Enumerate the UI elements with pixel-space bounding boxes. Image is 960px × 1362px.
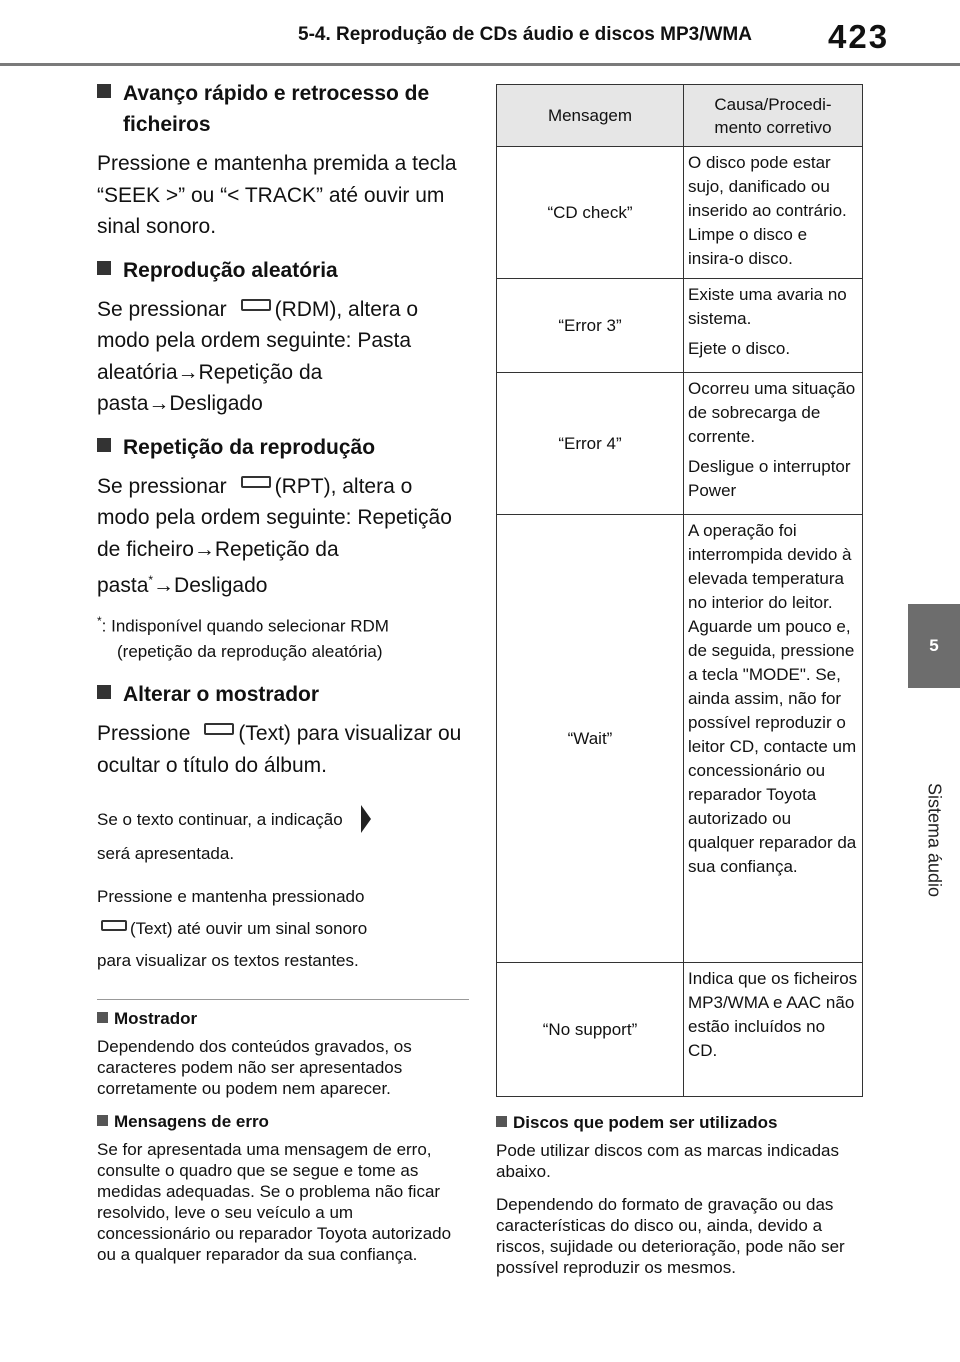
- section-heading-random: Reprodução aleatória: [97, 255, 469, 286]
- subheading-usable-discs: Discos que podem ser utilizados: [496, 1112, 868, 1134]
- text-button-icon: [101, 920, 127, 931]
- section-heading-fast-forward: Avanço rápido e retrocesso de ficheiros: [97, 78, 469, 140]
- table-cell-cause: A operação foi interrompida devido à elevada temperatura no interior do leitor. Aguarde um pouco e, de seguida, pressione a tecla "MODE". Se, ainda assim, não for possível reproduzir o leitor CD, contacte um concessionário ou reparador Toyota autorizado ou qualquer reparador da sua confiança.: [684, 515, 863, 963]
- rdm-button-icon: [241, 299, 271, 311]
- side-tab-label: Sistema áudio: [924, 782, 945, 898]
- table-cell-cause: Indica que os ficheiros MP3/WMA e AAC não estão incluídos no CD.: [684, 963, 863, 1097]
- paragraph-continue-indicator: Se o texto continuar, a indicação será apresentada.: [97, 803, 469, 871]
- rpt-button-icon: [241, 476, 271, 488]
- table-cell-cause: Ocorreu uma situação de sobrecarga de corrente. Desligue o interruptor Power: [684, 373, 863, 515]
- table-header-row: [497, 85, 863, 147]
- paragraph-usable-discs-2: Dependendo do formato de gravação ou das características do disco ou, ainda, devido a riscos, sujidade ou deterioração, pode não ser possível reproduzir os mesmos.: [496, 1195, 845, 1277]
- table-row: [497, 279, 863, 373]
- text-button-icon: [204, 723, 234, 735]
- footnote: *: Indisponível quando selecionar RDM (repetição da reprodução aleatória): [97, 613, 389, 662]
- table-cell-message: “CD check”: [497, 147, 684, 279]
- table-cell-message: “Wait”: [497, 515, 684, 963]
- bullet-square-icon: [496, 1116, 507, 1127]
- table-cell-cause: Existe uma avaria no sistema. Ejete o disco.: [684, 279, 863, 373]
- table-cell-cause: O disco pode estar sujo, danificado ou inserido ao contrário. Limpe o disco e insira-o disco.: [684, 147, 863, 279]
- table-row: [497, 963, 863, 1097]
- table-row: [497, 515, 863, 963]
- section-heading-display: Alterar o mostrador: [97, 679, 469, 710]
- header-section-title: 5-4. Reprodução de CDs áudio e discos MP3/WMA: [298, 24, 752, 45]
- table-row: [497, 147, 863, 279]
- subheading-display: Mostrador: [97, 1008, 469, 1030]
- paragraph-display-note: Dependendo dos conteúdos gravados, os caracteres podem não ser apresentados corretamente ou podem nem aparecer.: [97, 1037, 412, 1099]
- table-cell-message: “Error 4”: [497, 373, 684, 515]
- paragraph-repeat: Se pressionar (RPT), altera o modo pela ordem seguinte: Repetição de ficheiro→Repetição da pasta*→Desligado: [97, 474, 452, 597]
- bullet-square-icon: [97, 84, 111, 98]
- continue-arrow-icon: [361, 805, 371, 833]
- bullet-square-icon: [97, 1115, 108, 1126]
- bullet-square-icon: [97, 685, 111, 699]
- error-message-table: [496, 84, 863, 1097]
- bullet-square-icon: [97, 261, 111, 275]
- paragraph-remaining-text: Pressione e mantenha pressionado (Text) até ouvir um sinal sonoro para visualizar os textos restantes.: [97, 887, 368, 971]
- table-cell-message: “Error 3”: [497, 279, 684, 373]
- right-column-footer: [496, 1112, 868, 1290]
- paragraph-fast-forward: Pressione e mantenha premida a tecla “SEEK >” ou “< TRACK” até ouvir um sinal sonoro.: [97, 152, 457, 238]
- section-heading-repeat: Repetição da reprodução: [97, 432, 469, 463]
- column-header-cause: Causa/Procedi- mento corretivo: [684, 85, 863, 147]
- table-cell-message: “No support”: [497, 963, 684, 1097]
- bullet-square-icon: [97, 1012, 108, 1023]
- paragraph-usable-discs-1: Pode utilizar discos com as marcas indicadas abaixo.: [496, 1141, 839, 1181]
- page-number: 423: [828, 18, 890, 55]
- subheading-error-messages: Mensagens de erro: [97, 1111, 469, 1133]
- section-divider: [97, 999, 469, 1000]
- bullet-square-icon: [97, 438, 111, 452]
- table-row: [497, 373, 863, 515]
- header-rule: [0, 63, 960, 66]
- paragraph-error-messages: Se for apresentada uma mensagem de erro, consulte o quadro que se segue e tome as medidas adequadas. Se o problema não ficar resolvido, leve o seu veículo a um concessionário ou reparador Toyota autorizado ou a qualquer reparador da sua confiança.: [97, 1140, 452, 1265]
- left-column: [97, 78, 469, 1277]
- column-header-message: Mensagem: [497, 85, 684, 147]
- paragraph-display: Pressione (Text) para visualizar ou ocultar o título do álbum.: [97, 722, 462, 777]
- side-tab-number[interactable]: 5: [908, 604, 960, 688]
- paragraph-random: Se pressionar (RDM), altera o modo pela ordem seguinte: Pasta aleatória→Repetição da pasta→Desligado: [97, 297, 419, 415]
